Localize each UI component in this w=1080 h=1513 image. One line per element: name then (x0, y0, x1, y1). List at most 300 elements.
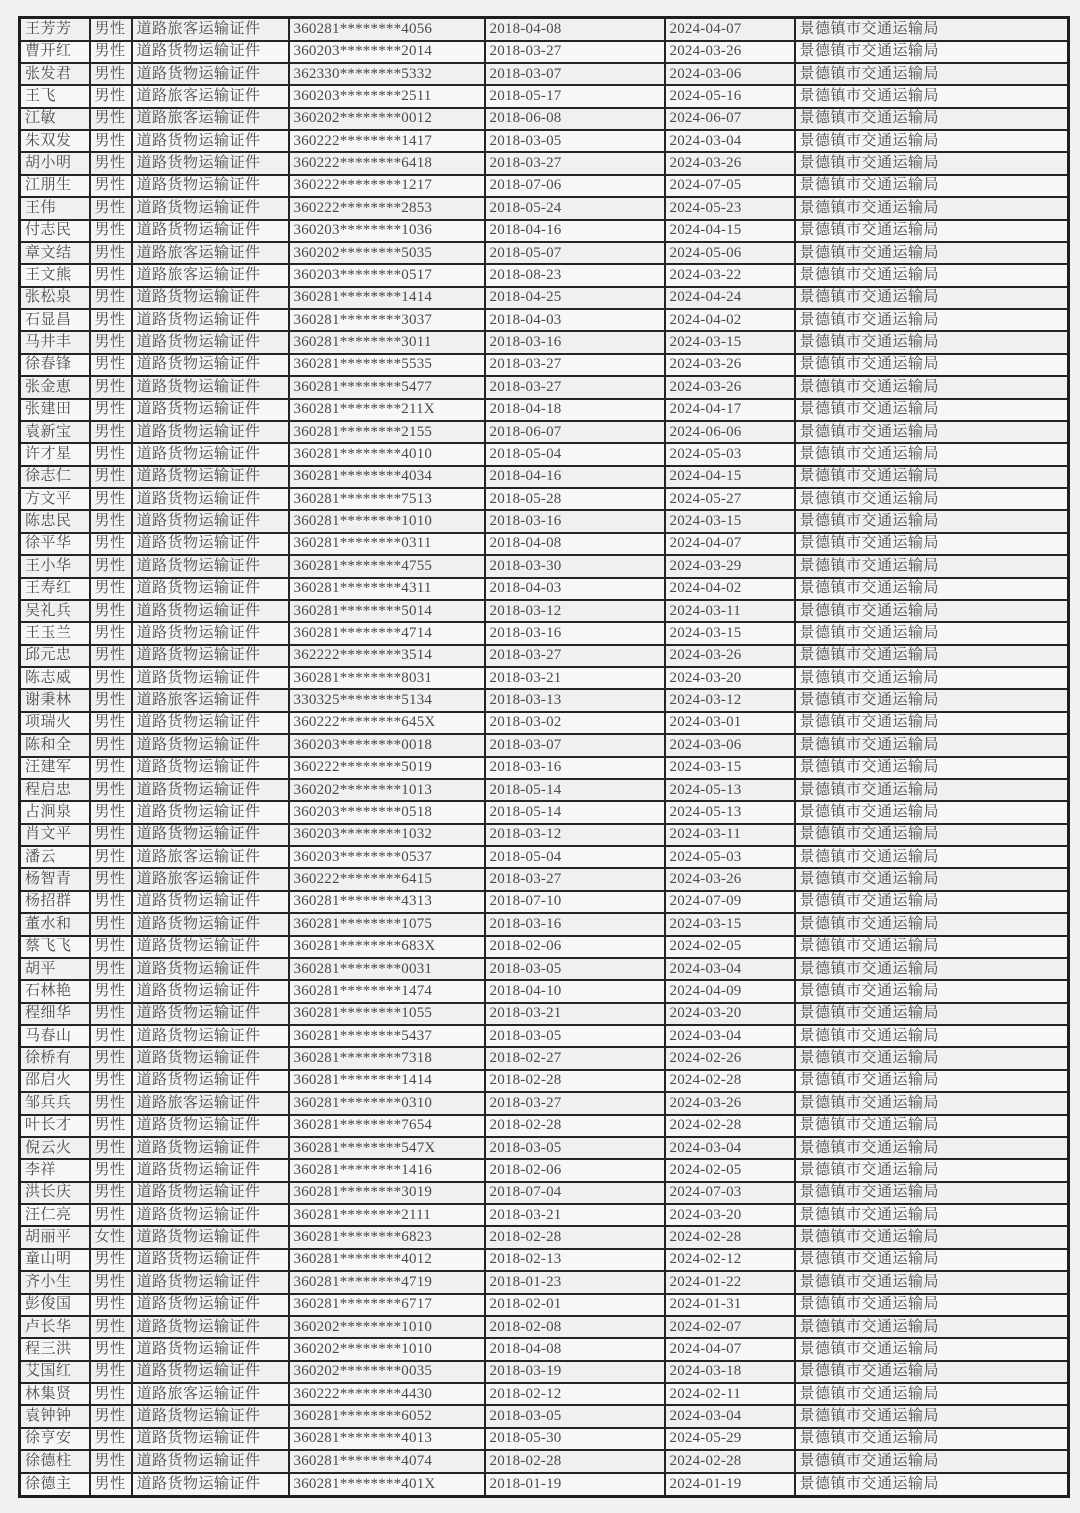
cell-name: 汪建军 (20, 757, 90, 779)
cell-expiry_date: 2024-03-11 (665, 600, 795, 622)
table-row (20, 63, 1069, 85)
cell-gender: 男性 (90, 980, 132, 1002)
cell-authority: 景德镇市交通运输局 (795, 578, 1069, 600)
cell-gender: 男性 (90, 399, 132, 421)
cell-authority: 景德镇市交通运输局 (795, 1450, 1069, 1472)
table-row (20, 1070, 1069, 1092)
cell-gender: 男性 (90, 1159, 132, 1181)
cell-authority: 景德镇市交通运输局 (795, 510, 1069, 532)
cell-issue_date: 2018-02-12 (485, 1383, 665, 1405)
cell-id_number: 360281********3011 (289, 331, 485, 353)
table-row (20, 399, 1069, 421)
cell-cert_type: 道路货物运输证件 (132, 712, 289, 734)
table-row (20, 689, 1069, 711)
table-row (20, 757, 1069, 779)
cell-expiry_date: 2024-03-15 (665, 510, 795, 532)
cell-name: 李祥 (20, 1159, 90, 1181)
cell-authority: 景德镇市交通运输局 (795, 354, 1069, 376)
cell-id_number: 360202********5035 (289, 242, 485, 264)
cell-authority: 景德镇市交通运输局 (795, 600, 1069, 622)
cell-issue_date: 2018-04-08 (485, 18, 665, 41)
cell-id_number: 360222********645X (289, 712, 485, 734)
cell-cert_type: 道路货物运输证件 (132, 1115, 289, 1137)
cell-name: 王伟 (20, 197, 90, 219)
cell-cert_type: 道路货物运输证件 (132, 1047, 289, 1069)
cell-cert_type: 道路货物运输证件 (132, 399, 289, 421)
cell-issue_date: 2018-02-06 (485, 936, 665, 958)
cell-gender: 男性 (90, 1294, 132, 1316)
table-row (20, 466, 1069, 488)
cell-cert_type: 道路货物运输证件 (132, 1159, 289, 1181)
cell-name: 石显昌 (20, 309, 90, 331)
table-row (20, 287, 1069, 309)
cell-gender: 男性 (90, 242, 132, 264)
cell-name: 胡丽平 (20, 1226, 90, 1248)
cell-id_number: 360281********0311 (289, 533, 485, 555)
cell-gender: 男性 (90, 622, 132, 644)
cell-expiry_date: 2024-03-04 (665, 1137, 795, 1159)
cell-gender: 男性 (90, 421, 132, 443)
table-row (20, 309, 1069, 331)
cell-expiry_date: 2024-05-06 (665, 242, 795, 264)
table-row (20, 1182, 1069, 1204)
table-row (20, 645, 1069, 667)
cell-expiry_date: 2024-05-13 (665, 779, 795, 801)
table-row (20, 18, 1069, 41)
cell-gender: 男性 (90, 18, 132, 41)
cell-issue_date: 2018-04-10 (485, 980, 665, 1002)
cell-gender: 男性 (90, 600, 132, 622)
cell-authority: 景德镇市交通运输局 (795, 1249, 1069, 1271)
table-row (20, 1271, 1069, 1293)
cell-gender: 男性 (90, 1473, 132, 1497)
cell-name: 徐志仁 (20, 466, 90, 488)
cell-issue_date: 2018-03-05 (485, 130, 665, 152)
cell-issue_date: 2018-01-23 (485, 1271, 665, 1293)
cell-authority: 景德镇市交通运输局 (795, 41, 1069, 63)
cell-name: 袁钟钟 (20, 1405, 90, 1427)
cell-issue_date: 2018-08-23 (485, 264, 665, 286)
cell-authority: 景德镇市交通运输局 (795, 645, 1069, 667)
cell-issue_date: 2018-03-07 (485, 734, 665, 756)
cell-cert_type: 道路货物运输证件 (132, 1249, 289, 1271)
table-row (20, 913, 1069, 935)
cell-expiry_date: 2024-03-11 (665, 824, 795, 846)
table-row (20, 443, 1069, 465)
cell-gender: 男性 (90, 264, 132, 286)
cell-issue_date: 2018-04-03 (485, 578, 665, 600)
cell-authority: 景德镇市交通运输局 (795, 466, 1069, 488)
cell-id_number: 360281********4010 (289, 443, 485, 465)
cell-id_number: 360281********3037 (289, 309, 485, 331)
cell-issue_date: 2018-03-13 (485, 689, 665, 711)
cell-issue_date: 2018-03-21 (485, 1003, 665, 1025)
table-row (20, 1316, 1069, 1338)
cell-expiry_date: 2024-02-28 (665, 1450, 795, 1472)
cell-gender: 男性 (90, 287, 132, 309)
cell-expiry_date: 2024-03-26 (665, 376, 795, 398)
cell-expiry_date: 2024-05-16 (665, 85, 795, 107)
table-row (20, 1137, 1069, 1159)
cell-gender: 男性 (90, 220, 132, 242)
table-row (20, 130, 1069, 152)
cell-name: 董水和 (20, 913, 90, 935)
cell-id_number: 360281********683X (289, 936, 485, 958)
cell-gender: 男性 (90, 331, 132, 353)
cell-gender: 男性 (90, 1316, 132, 1338)
cell-cert_type: 道路货物运输证件 (132, 510, 289, 532)
cell-issue_date: 2018-03-21 (485, 1204, 665, 1226)
cell-gender: 男性 (90, 779, 132, 801)
cell-cert_type: 道路货物运输证件 (132, 175, 289, 197)
cell-gender: 男性 (90, 689, 132, 711)
cell-authority: 景德镇市交通运输局 (795, 1182, 1069, 1204)
cell-authority: 景德镇市交通运输局 (795, 443, 1069, 465)
cell-id_number: 360281********2155 (289, 421, 485, 443)
cell-issue_date: 2018-03-16 (485, 622, 665, 644)
table-row (20, 891, 1069, 913)
cell-authority: 景德镇市交通运输局 (795, 891, 1069, 913)
cell-issue_date: 2018-03-16 (485, 913, 665, 935)
cell-name: 林集贤 (20, 1383, 90, 1405)
cell-cert_type: 道路货物运输证件 (132, 555, 289, 577)
cell-issue_date: 2018-03-07 (485, 63, 665, 85)
cell-gender: 男性 (90, 376, 132, 398)
cell-expiry_date: 2024-03-20 (665, 667, 795, 689)
table-row (20, 667, 1069, 689)
cell-expiry_date: 2024-04-24 (665, 287, 795, 309)
cell-cert_type: 道路货物运输证件 (132, 443, 289, 465)
cell-name: 徐德柱 (20, 1450, 90, 1472)
cell-id_number: 360281********7513 (289, 488, 485, 510)
cell-expiry_date: 2024-02-28 (665, 1070, 795, 1092)
cell-authority: 景德镇市交通运输局 (795, 1383, 1069, 1405)
cell-gender: 男性 (90, 175, 132, 197)
cell-cert_type: 道路旅客运输证件 (132, 242, 289, 264)
cell-name: 徐桥有 (20, 1047, 90, 1069)
cell-expiry_date: 2024-04-15 (665, 220, 795, 242)
table-row (20, 1003, 1069, 1025)
cell-authority: 景德镇市交通运输局 (795, 421, 1069, 443)
cell-name: 徐德主 (20, 1473, 90, 1497)
cell-name: 肖文平 (20, 824, 90, 846)
table-row (20, 868, 1069, 890)
cell-cert_type: 道路货物运输证件 (132, 936, 289, 958)
cell-name: 程启忠 (20, 779, 90, 801)
cell-issue_date: 2018-04-18 (485, 399, 665, 421)
cell-authority: 景德镇市交通运输局 (795, 1316, 1069, 1338)
cell-id_number: 360281********6717 (289, 1294, 485, 1316)
cell-cert_type: 道路货物运输证件 (132, 1428, 289, 1450)
cell-name: 王玉兰 (20, 622, 90, 644)
table-row (20, 555, 1069, 577)
cell-id_number: 360202********1010 (289, 1338, 485, 1360)
cell-expiry_date: 2024-03-26 (665, 41, 795, 63)
cell-expiry_date: 2024-02-05 (665, 1159, 795, 1181)
cell-issue_date: 2018-03-05 (485, 958, 665, 980)
cell-authority: 景德镇市交通运输局 (795, 980, 1069, 1002)
cell-authority: 景德镇市交通运输局 (795, 264, 1069, 286)
cell-issue_date: 2018-02-28 (485, 1070, 665, 1092)
cell-name: 倪云火 (20, 1137, 90, 1159)
table-row (20, 1159, 1069, 1181)
cell-issue_date: 2018-03-19 (485, 1361, 665, 1383)
cell-id_number: 360281********4755 (289, 555, 485, 577)
cell-name: 童山明 (20, 1249, 90, 1271)
cell-issue_date: 2018-03-27 (485, 152, 665, 174)
cell-issue_date: 2018-03-27 (485, 376, 665, 398)
cell-cert_type: 道路货物运输证件 (132, 130, 289, 152)
cell-authority: 景德镇市交通运输局 (795, 130, 1069, 152)
cell-authority: 景德镇市交通运输局 (795, 488, 1069, 510)
cell-gender: 男性 (90, 1428, 132, 1450)
cell-id_number: 360281********4719 (289, 1271, 485, 1293)
cell-id_number: 360281********2111 (289, 1204, 485, 1226)
cell-id_number: 360203********2511 (289, 85, 485, 107)
cell-authority: 景德镇市交通运输局 (795, 1137, 1069, 1159)
table-row (20, 264, 1069, 286)
cell-issue_date: 2018-03-27 (485, 1092, 665, 1114)
cell-issue_date: 2018-03-27 (485, 354, 665, 376)
cell-expiry_date: 2024-01-19 (665, 1473, 795, 1497)
cell-id_number: 360281********1474 (289, 980, 485, 1002)
cell-id_number: 360281********4013 (289, 1428, 485, 1450)
cell-id_number: 360202********1013 (289, 779, 485, 801)
cell-id_number: 360222********1417 (289, 130, 485, 152)
cell-name: 吴礼兵 (20, 600, 90, 622)
cell-id_number: 360281********3019 (289, 1182, 485, 1204)
cell-gender: 男性 (90, 958, 132, 980)
cell-expiry_date: 2024-03-04 (665, 1025, 795, 1047)
cell-issue_date: 2018-03-30 (485, 555, 665, 577)
cell-authority: 景德镇市交通运输局 (795, 712, 1069, 734)
cell-id_number: 360203********0018 (289, 734, 485, 756)
cell-name: 胡平 (20, 958, 90, 980)
cell-id_number: 360203********2014 (289, 41, 485, 63)
cell-id_number: 360222********2853 (289, 197, 485, 219)
cell-authority: 景德镇市交通运输局 (795, 734, 1069, 756)
cell-issue_date: 2018-05-28 (485, 488, 665, 510)
cell-id_number: 362222********3514 (289, 645, 485, 667)
table-row (20, 1249, 1069, 1271)
cell-name: 江敏 (20, 108, 90, 130)
cell-issue_date: 2018-05-14 (485, 779, 665, 801)
cell-gender: 男性 (90, 578, 132, 600)
cell-authority: 景德镇市交通运输局 (795, 85, 1069, 107)
table-row (20, 220, 1069, 242)
cell-cert_type: 道路旅客运输证件 (132, 264, 289, 286)
cell-issue_date: 2018-04-08 (485, 1338, 665, 1360)
cell-cert_type: 道路货物运输证件 (132, 1226, 289, 1248)
table-row (20, 1025, 1069, 1047)
cell-expiry_date: 2024-04-02 (665, 578, 795, 600)
cell-cert_type: 道路货物运输证件 (132, 824, 289, 846)
cell-gender: 男性 (90, 466, 132, 488)
cell-expiry_date: 2024-04-07 (665, 1338, 795, 1360)
cell-cert_type: 道路货物运输证件 (132, 1003, 289, 1025)
cell-id_number: 360281********4074 (289, 1450, 485, 1472)
cell-cert_type: 道路货物运输证件 (132, 1450, 289, 1472)
cell-expiry_date: 2024-03-12 (665, 689, 795, 711)
cell-id_number: 360281********401X (289, 1473, 485, 1497)
table-row (20, 152, 1069, 174)
cell-authority: 景德镇市交通运输局 (795, 936, 1069, 958)
cell-cert_type: 道路货物运输证件 (132, 466, 289, 488)
cell-issue_date: 2018-04-08 (485, 533, 665, 555)
table-row (20, 846, 1069, 868)
cell-authority: 景德镇市交通运输局 (795, 1405, 1069, 1427)
cell-expiry_date: 2024-04-15 (665, 466, 795, 488)
cell-cert_type: 道路货物运输证件 (132, 1070, 289, 1092)
cell-name: 叶长才 (20, 1115, 90, 1137)
cell-name: 占涧泉 (20, 801, 90, 823)
table-row (20, 1338, 1069, 1360)
certificate-table-body (20, 18, 1069, 1497)
cell-cert_type: 道路货物运输证件 (132, 1025, 289, 1047)
cell-cert_type: 道路货物运输证件 (132, 220, 289, 242)
cell-authority: 景德镇市交通运输局 (795, 309, 1069, 331)
cell-authority: 景德镇市交通运输局 (795, 175, 1069, 197)
cell-name: 张发君 (20, 63, 90, 85)
cell-expiry_date: 2024-01-31 (665, 1294, 795, 1316)
cell-id_number: 360203********0518 (289, 801, 485, 823)
table-row (20, 712, 1069, 734)
cell-name: 王寿红 (20, 578, 90, 600)
cell-cert_type: 道路货物运输证件 (132, 958, 289, 980)
cell-cert_type: 道路货物运输证件 (132, 1271, 289, 1293)
cell-issue_date: 2018-02-08 (485, 1316, 665, 1338)
cell-issue_date: 2018-02-06 (485, 1159, 665, 1181)
cell-name: 徐春锋 (20, 354, 90, 376)
cell-id_number: 360203********0537 (289, 846, 485, 868)
cell-expiry_date: 2024-03-06 (665, 63, 795, 85)
cell-gender: 男性 (90, 891, 132, 913)
cell-expiry_date: 2024-03-15 (665, 913, 795, 935)
cell-cert_type: 道路货物运输证件 (132, 488, 289, 510)
cell-id_number: 360281********1414 (289, 1070, 485, 1092)
cell-gender: 男性 (90, 645, 132, 667)
cell-authority: 景德镇市交通运输局 (795, 399, 1069, 421)
cell-cert_type: 道路货物运输证件 (132, 152, 289, 174)
cell-expiry_date: 2024-03-15 (665, 331, 795, 353)
cell-issue_date: 2018-04-16 (485, 220, 665, 242)
table-row (20, 980, 1069, 1002)
cell-issue_date: 2018-03-21 (485, 667, 665, 689)
cell-id_number: 360281********1416 (289, 1159, 485, 1181)
table-row (20, 510, 1069, 532)
cell-authority: 景德镇市交通运输局 (795, 331, 1069, 353)
cell-issue_date: 2018-05-17 (485, 85, 665, 107)
cell-cert_type: 道路货物运输证件 (132, 600, 289, 622)
cell-id_number: 360202********0035 (289, 1361, 485, 1383)
cell-authority: 景德镇市交通运输局 (795, 1473, 1069, 1497)
cell-cert_type: 道路货物运输证件 (132, 734, 289, 756)
cell-name: 徐亨安 (20, 1428, 90, 1450)
table-row (20, 1383, 1069, 1405)
cell-authority: 景德镇市交通运输局 (795, 152, 1069, 174)
cell-gender: 男性 (90, 1204, 132, 1226)
cell-cert_type: 道路货物运输证件 (132, 667, 289, 689)
cell-gender: 男性 (90, 41, 132, 63)
cell-authority: 景德镇市交通运输局 (795, 958, 1069, 980)
cell-gender: 男性 (90, 1271, 132, 1293)
cell-id_number: 360281********0031 (289, 958, 485, 980)
cell-issue_date: 2018-03-12 (485, 824, 665, 846)
cell-id_number: 360203********0517 (289, 264, 485, 286)
cell-gender: 男性 (90, 1092, 132, 1114)
cell-gender: 男性 (90, 824, 132, 846)
table-row (20, 1047, 1069, 1069)
cell-name: 杨招群 (20, 891, 90, 913)
cell-authority: 景德镇市交通运输局 (795, 1070, 1069, 1092)
table-row (20, 331, 1069, 353)
cell-gender: 男性 (90, 1405, 132, 1427)
cell-issue_date: 2018-03-16 (485, 510, 665, 532)
cell-gender: 男性 (90, 1003, 132, 1025)
table-row (20, 354, 1069, 376)
cell-gender: 女性 (90, 1226, 132, 1248)
cell-id_number: 360222********6415 (289, 868, 485, 890)
cell-gender: 男性 (90, 533, 132, 555)
cell-authority: 景德镇市交通运输局 (795, 555, 1069, 577)
cell-id_number: 360281********1010 (289, 510, 485, 532)
cell-authority: 景德镇市交通运输局 (795, 1025, 1069, 1047)
cell-issue_date: 2018-02-13 (485, 1249, 665, 1271)
cell-name: 陈志威 (20, 667, 90, 689)
cell-id_number: 360203********1032 (289, 824, 485, 846)
cell-expiry_date: 2024-03-20 (665, 1003, 795, 1025)
cell-issue_date: 2018-03-05 (485, 1405, 665, 1427)
cell-issue_date: 2018-07-06 (485, 175, 665, 197)
cell-name: 王飞 (20, 85, 90, 107)
cell-cert_type: 道路货物运输证件 (132, 1137, 289, 1159)
cell-gender: 男性 (90, 1383, 132, 1405)
cell-expiry_date: 2024-04-07 (665, 533, 795, 555)
cell-expiry_date: 2024-03-04 (665, 958, 795, 980)
cell-id_number: 360281********8031 (289, 667, 485, 689)
cell-expiry_date: 2024-05-03 (665, 846, 795, 868)
cell-authority: 景德镇市交通运输局 (795, 1159, 1069, 1181)
cell-issue_date: 2018-03-12 (485, 600, 665, 622)
cell-expiry_date: 2024-07-03 (665, 1182, 795, 1204)
cell-id_number: 360281********5477 (289, 376, 485, 398)
cell-expiry_date: 2024-03-15 (665, 622, 795, 644)
cell-gender: 男性 (90, 488, 132, 510)
table-row (20, 622, 1069, 644)
cell-gender: 男性 (90, 309, 132, 331)
cell-issue_date: 2018-05-07 (485, 242, 665, 264)
cell-name: 邵启火 (20, 1070, 90, 1092)
table-row (20, 1204, 1069, 1226)
cell-name: 蔡飞飞 (20, 936, 90, 958)
cell-authority: 景德镇市交通运输局 (795, 287, 1069, 309)
cell-expiry_date: 2024-07-09 (665, 891, 795, 913)
cell-issue_date: 2018-05-04 (485, 443, 665, 465)
cell-issue_date: 2018-03-02 (485, 712, 665, 734)
cell-gender: 男性 (90, 152, 132, 174)
cell-issue_date: 2018-02-28 (485, 1226, 665, 1248)
cell-authority: 景德镇市交通运输局 (795, 220, 1069, 242)
cell-expiry_date: 2024-03-29 (665, 555, 795, 577)
cell-authority: 景德镇市交通运输局 (795, 689, 1069, 711)
table-row (20, 779, 1069, 801)
table-row (20, 1473, 1069, 1497)
cell-issue_date: 2018-07-04 (485, 1182, 665, 1204)
cell-expiry_date: 2024-04-17 (665, 399, 795, 421)
cell-gender: 男性 (90, 1115, 132, 1137)
table-row (20, 85, 1069, 107)
table-row (20, 600, 1069, 622)
